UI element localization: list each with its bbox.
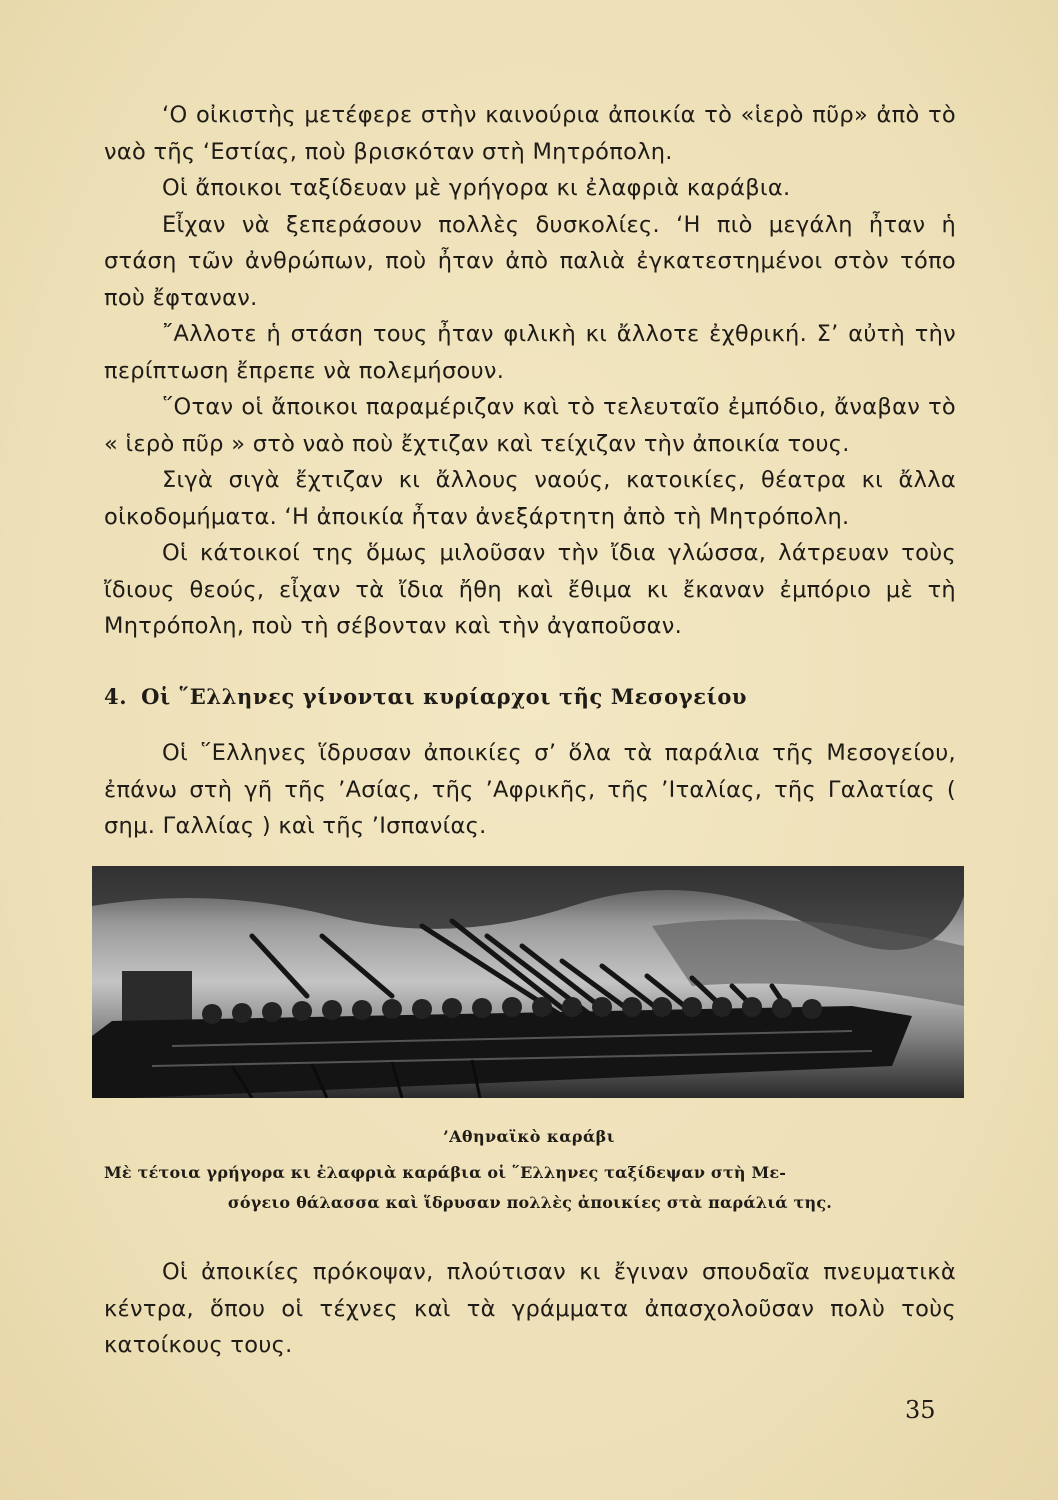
paragraph: ‘Ο οἰκιστὴς μετέφερε στὴν καινούρια ἀποικία τὸ «ἱερὸ πῦρ» ἀπὸ τὸ ναὸ τῆς ‘Εστίας, ποὺ βρισκόταν στὴ Μητρόπολη.: [104, 102, 956, 165]
paragraph: Εἶχαν νὰ ξεπεράσουν πολλὲς δυσκολίες. ‘Η πιὸ μεγάλη ἦταν ἡ στάση τῶν ἀνθρώπων, ποὺ ἦταν ἀπὸ παλιὰ ἐγκατεστημένοι στὸν τόπο ποὺ ἔφταναν.: [104, 211, 956, 311]
paragraph: Οἱ ῞Ελληνες ἵδρυσαν ἀποικίες σ’ ὅλα τὰ παράλια τῆς Μεσογείου, ἐπάνω στὴ γῆ τῆς ’Ασίας, τῆς ’Αφρικῆς, τῆς ’Ιταλίας, τῆς Γαλατίας ( σημ. Γαλλίας ) καὶ τῆς ’Ισπανίας.: [104, 740, 956, 839]
figure-caption-line: Μὲ τέτοια γρήγορα κι ἐλαφριὰ καράβια οἱ ῞Ελληνες ταξίδεψαν στὴ Με-: [104, 1163, 787, 1182]
section-mediterranean-text: [104, 735, 956, 845]
figure-caption: [104, 1158, 956, 1218]
paragraph: Οἱ κάτοικοί της ὅμως μιλοῦσαν τὴν ἴδια γλώσσα, λάτρευαν τοὺς ἴδιους θεούς, εἶχαν τὰ ἴδια ἤθη καὶ ἔθιμα κι ἔκαναν ἐμπόριο μὲ τὴ Μητρόπολη, ποὺ τὴ σέβονταν καὶ τὴν ἀγαποῦσαν.: [104, 540, 956, 639]
section-number: 4.: [104, 684, 128, 709]
paragraph: Σιγὰ σιγὰ ἔχτιζαν κι ἄλλους ναούς, κατοικίες, θέατρα κι ἄλλα οἰκοδομήματα. ‘Η ἀποικία ἦταν ἀνεξάρτητη ἀπὸ τὴ Μητρόπολη.: [104, 467, 956, 530]
figure-caption-line: σόγειο θάλασσα καὶ ἵδρυσαν πολλὲς ἀποικίες στὰ παράλιά της.: [227, 1193, 833, 1212]
ship-illustration: [92, 866, 964, 1098]
figure-caption-title: ’Αθηναϊκὸ καράβι: [443, 1127, 615, 1146]
athenian-ship-photo: [92, 866, 964, 1098]
section-colony-prosperity-text: [104, 1254, 956, 1364]
paragraph: Οἱ ἀποικίες πρόκοψαν, πλούτισαν κι ἔγιναν σπουδαῖα πνευματικὰ κέντρα, ὅπου οἱ τέχνες καὶ τὰ γράμματα ἀπασχολοῦσαν πολὺ τοὺς κατοίκους τους.: [104, 1259, 956, 1358]
paragraph: Οἱ ἄποικοι ταξίδευαν μὲ γρήγορα κι ἐλαφριὰ καράβια.: [162, 175, 791, 201]
page-number: 35: [905, 1396, 936, 1424]
section-title: Οἱ ῞Ελληνες γίνονται κυρίαρχοι τῆς Μεσογείου: [141, 684, 748, 709]
paragraph: ῎Αλλοτε ἡ στάση τους ἦταν φιλικὴ κι ἄλλοτε ἐχθρική. Σ’ αὐτὴ τὴν περίπτωση ἔπρεπε νὰ πολεμήσουν.: [104, 321, 956, 384]
section-heading: [104, 684, 956, 709]
paragraph: ῞Οταν οἱ ἄποικοι παραμέριζαν καὶ τὸ τελευταῖο ἐμπόδιο, ἄναβαν τὸ « ἱερὸ πῦρ » στὸ ναὸ ποὺ ἔχτιζαν καὶ τείχιζαν τὴν ἀποικία τους.: [104, 394, 956, 457]
section-colonization-text: [104, 97, 956, 645]
